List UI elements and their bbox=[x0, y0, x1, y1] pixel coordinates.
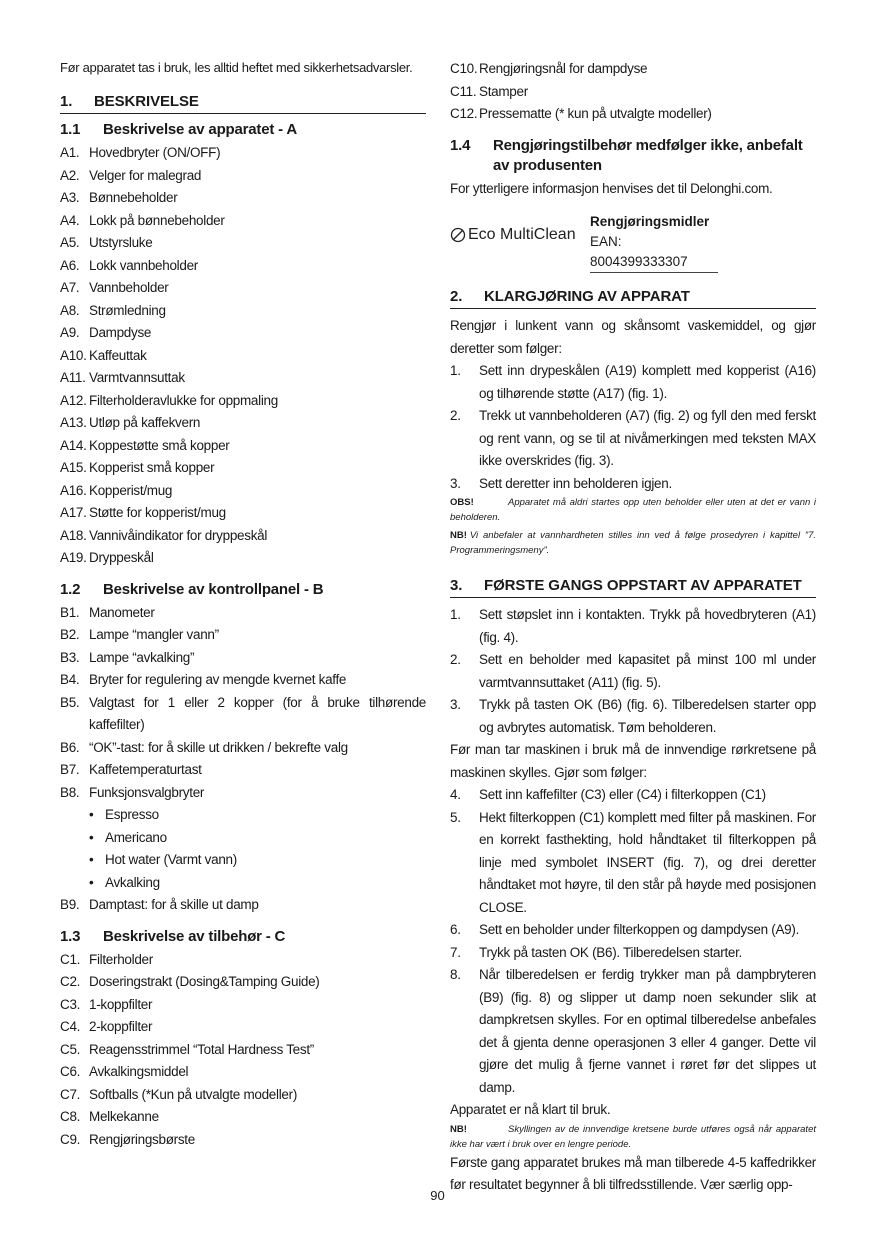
list-item: C12. Pressematte (* kun på utvalgte modeller) bbox=[450, 106, 712, 121]
section-3-last: Første gang apparatet brukes må man tilberede 4-5 kaffedrikker før resultatet begynner å bli tilfredsstillende. Vær særlig opp- bbox=[450, 1154, 816, 1192]
accessories-list bbox=[60, 949, 426, 1152]
list-item: A11. Varmtvannsuttak bbox=[60, 370, 185, 385]
list-item: C3. 1-koppfilter bbox=[60, 996, 153, 1012]
sub-list-item: • Avkalking bbox=[89, 874, 160, 890]
list-item: A3. Bønnebeholder bbox=[60, 190, 178, 205]
list-item: C2. Doseringstrakt (Dosing&Tamping Guide) bbox=[60, 974, 320, 989]
step-item: 8. Når tilberedelsen er ferdig trykker man på dampbryteren (B9) (fig. 8) og slipper ut damp noen sekunder slik at dampkretsen skylles. For en optimal tilberedelse anbefales det å gjenta denne operasjonen 3 eller 4 ganger. Dette vil gjøre det mulig å fjerne vannet i røret før det slippes ut damp. bbox=[450, 967, 816, 1095]
safety-intro: Før apparatet tas i bruk, les alltid heftet med sikkerhetsadvarsler. bbox=[60, 60, 413, 75]
nb-note-2: NB! Skyllingen av de innvendige kretsene burde utføres også når apparatet ikke har vært i bruk over en lengre periode. bbox=[450, 1123, 816, 1150]
list-item: C10. Rengjøringsnål for dampdyse bbox=[450, 61, 648, 76]
list-item: A13. Utløp på kaffekvern bbox=[60, 415, 201, 430]
list-item: B2. Lampe “mangler vann” bbox=[60, 627, 219, 642]
ready-text: Apparatet er nå klart til bruk. bbox=[450, 1102, 611, 1117]
step-item: 3. Trykk på tasten OK (B6) (fig. 6). Tilberedelsen starter opp og avbrytes automatisk. Tøm beholderen. bbox=[450, 697, 816, 735]
list-item: B7. Kaffetemperaturtast bbox=[60, 762, 202, 777]
list-item: A17. Støtte for kopperist/mug bbox=[60, 505, 226, 520]
list-item: A8. Strømledning bbox=[60, 302, 166, 318]
left-column bbox=[60, 58, 426, 1151]
control-panel-list bbox=[60, 602, 426, 917]
ean-code: EAN: 8004399333307 bbox=[590, 234, 688, 269]
device-parts-list bbox=[60, 142, 426, 570]
list-item: A6. Lokk vannbeholder bbox=[60, 257, 198, 273]
list-item: A14. Koppestøtte små kopper bbox=[60, 437, 230, 453]
list-item: A10. Kaffeuttak bbox=[60, 347, 147, 363]
list-item: B9. Damptast: for å skille ut damp bbox=[60, 897, 259, 912]
list-item: C7. Softballs (*Kun på utvalgte modeller) bbox=[60, 1086, 298, 1102]
sub-list-item: • Hot water (Varmt vann) bbox=[89, 852, 237, 867]
step-item: 2. Trekk ut vannbeholderen (A7) (fig. 2) og fyll den med ferskt og rent vann, og se til at nivåmerkingen med teksten MAX ikke overskrides (fig. 3). bbox=[450, 408, 816, 468]
step-item: 1. Sett støpslet inn i kontakten. Trykk på hovedbryteren (A1) (fig. 4). bbox=[450, 607, 816, 645]
list-item: B5. Valgtast for 1 eller 2 kopper (for å bruke tilhørende kaffefilter) bbox=[60, 694, 426, 732]
obs-note: OBS! Apparatet må aldri startes opp uten beholder eller uten at det er vann i beholderen. bbox=[450, 497, 816, 523]
list-item: A16. Kopperist/mug bbox=[60, 482, 173, 498]
section-1-heading: 1. BESKRIVELSE bbox=[60, 92, 426, 114]
list-item: C6. Avkalkingsmiddel bbox=[60, 1064, 189, 1079]
list-item: A5. Utstyrsluke bbox=[60, 235, 153, 250]
step-item: 6. Sett en beholder under filterkoppen og dampdysen (A9). bbox=[450, 922, 800, 937]
nb-note: NB! Vi anbefaler at vannhardheten stilles inn ved å følge prosedyren i kapittel ”7. Programmeringsmeny”. bbox=[450, 530, 816, 556]
list-item: B4. Bryter for regulering av mengde kvernet kaffe bbox=[60, 672, 347, 687]
list-item: A4. Lokk på bønnebeholder bbox=[60, 212, 225, 228]
section-2-steps bbox=[450, 360, 816, 495]
product-label: Rengjøringsmidler bbox=[590, 214, 710, 229]
section-2-intro: Rengjør i lunkent vann og skånsomt vaskemiddel, og gjør deretter som følger: bbox=[450, 318, 816, 356]
sub-list-item: • Espresso bbox=[89, 807, 159, 822]
section-3-steps-b bbox=[450, 784, 816, 1099]
section-1-4-heading: 1.4 Rengjøringstilbehør medfølger ikke, anbefalt av produsenten bbox=[450, 136, 803, 174]
section-1-2-heading: 1.2 Beskrivelse av kontrollpanel - B bbox=[60, 580, 324, 598]
list-item: B3. Lampe “avkalking” bbox=[60, 649, 195, 665]
section-3-mid: Før man tar maskinen i bruk må de innvendige rørkretsene på maskinen skylles. Gjør som følger: bbox=[450, 742, 816, 780]
list-item: A9. Dampdyse bbox=[60, 325, 152, 340]
list-item: C5. Reagensstrimmel “Total Hardness Test” bbox=[60, 1041, 314, 1057]
list-item: B1. Manometer bbox=[60, 604, 155, 620]
list-item: C11. Stamper bbox=[450, 83, 528, 99]
list-item: A12. Filterholderavlukke for oppmaling bbox=[60, 392, 278, 408]
section-3-steps-a bbox=[450, 604, 816, 739]
list-item: A15. Kopperist små kopper bbox=[60, 460, 215, 475]
eco-multiclean-block bbox=[450, 212, 816, 273]
list-item: A7. Vannbeholder bbox=[60, 280, 169, 295]
section-3-heading: 3. FØRSTE GANGS OPPSTART AV APPARATET bbox=[450, 576, 816, 598]
list-item: C1. Filterholder bbox=[60, 951, 153, 967]
list-item: A1. Hovedbryter (ON/OFF) bbox=[60, 145, 221, 160]
list-item: A2. Velger for malegrad bbox=[60, 167, 202, 183]
step-item: 1. Sett inn drypeskålen (A19) komplett med kopperist (A16) og tilhørende støtte (A17) (fig. 1). bbox=[450, 363, 816, 401]
list-item: C8. Melkekanne bbox=[60, 1109, 159, 1124]
section-1-4-text: For ytterligere informasjon henvises det til Delonghi.com. bbox=[450, 180, 773, 196]
list-item: A19. Dryppeskål bbox=[60, 550, 154, 565]
list-item: B6. “OK”-tast: for å skille ut drikken / bekrefte valg bbox=[60, 739, 348, 755]
accessories-list-continued bbox=[450, 58, 816, 126]
eco-multiclean-logo: Eco MultiClean bbox=[450, 224, 590, 246]
leaf-icon bbox=[450, 227, 466, 243]
section-1-3-heading: 1.3 Beskrivelse av tilbehør - C bbox=[60, 927, 286, 945]
page-number: 90 bbox=[430, 1188, 445, 1203]
list-item: C4. 2-koppfilter bbox=[60, 1019, 153, 1034]
sub-list-item: • Americano bbox=[89, 829, 167, 845]
right-column bbox=[450, 58, 816, 1197]
step-item: 3. Sett deretter inn beholderen igjen. bbox=[450, 475, 672, 491]
section-1-1-heading: 1.1 Beskrivelse av apparatet - A bbox=[60, 121, 297, 138]
list-item: B8. Funksjonsvalgbryter bbox=[60, 784, 205, 800]
list-item: C9. Rengjøringsbørste bbox=[60, 1131, 195, 1147]
section-2-heading: 2. KLARGJØRING AV APPARAT bbox=[450, 287, 816, 309]
step-item: 4. Sett inn kaffefilter (C3) eller (C4) i filterkoppen (C1) bbox=[450, 787, 766, 802]
step-item: 7. Trykk på tasten OK (B6). Tilberedelsen starter. bbox=[450, 944, 743, 960]
list-item: A18. Vannivåindikator for dryppeskål bbox=[60, 527, 268, 543]
step-item: 5. Hekt filterkoppen (C1) komplett med filter på maskinen. For en korrekt fasthekting, hold håndtaket til filterkoppen på linje med symbolet INSERT (fig. 7), og drei deretter håndtaket mot høyre, til den står på høyde med posisjonen CLOSE. bbox=[450, 809, 816, 915]
step-item: 2. Sett en beholder med kapasitet på minst 100 ml under varmtvannsuttaket (A11) (fig. 5). bbox=[450, 652, 816, 690]
